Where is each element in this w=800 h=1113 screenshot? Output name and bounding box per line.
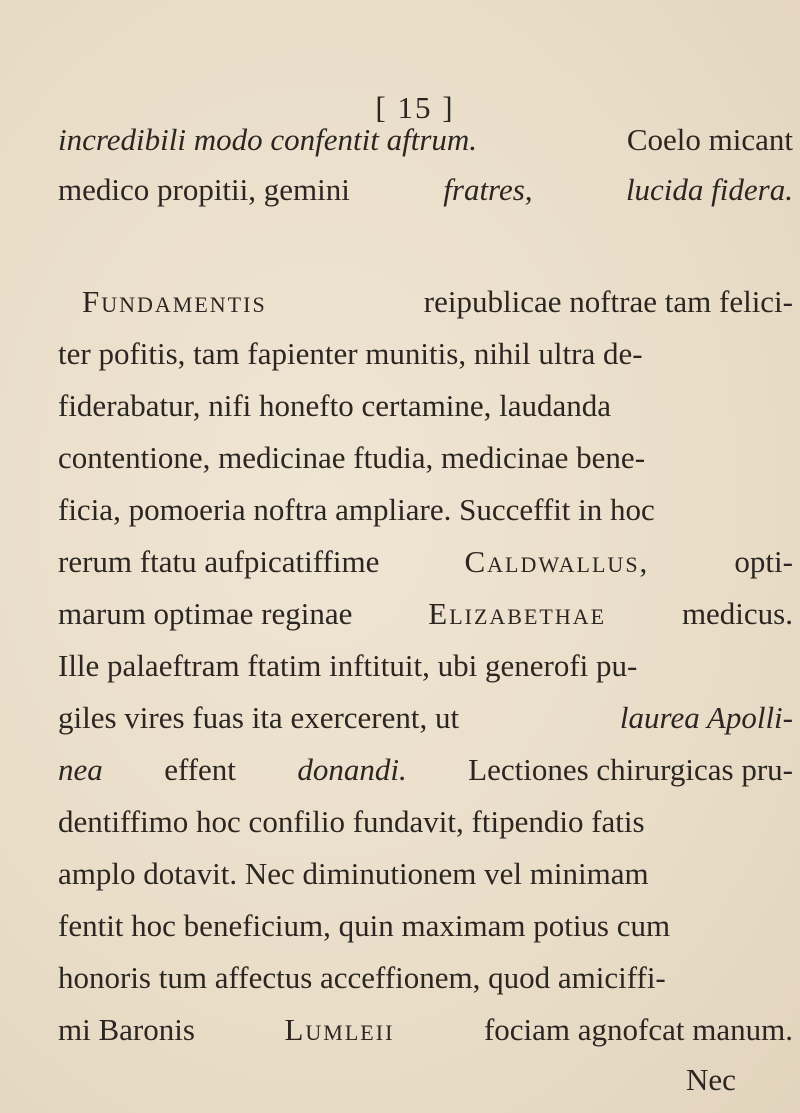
- text-segment: Lumleii: [284, 1012, 395, 1047]
- text-segment: ter pofitis, tam fapienter munitis, nihil ultra de-: [58, 336, 643, 371]
- text-segment: fentit hoc beneficium, quin maximam potius cum: [58, 908, 671, 943]
- text-line: [58, 542, 793, 582]
- text-segment: mi Baronis: [58, 1012, 195, 1047]
- text-segment: reipublicae noftrae tam felici-: [423, 284, 793, 319]
- text-segment: Caldwallus,: [464, 544, 650, 579]
- text-segment: contentione, medicinae ftudia, medicinae bene-: [58, 440, 646, 475]
- text-segment: incredibili modo confentit aftrum.: [58, 122, 478, 157]
- page-number: [ 15 ]: [375, 90, 455, 125]
- text-segment: ficia, pomoeria noftra ampliare. Succeffit in hoc: [58, 492, 655, 527]
- text-line: [58, 698, 793, 738]
- text-line: [58, 802, 793, 842]
- catchword: Nec: [686, 1062, 736, 1097]
- text-line: [82, 282, 793, 322]
- text-segment: fiderabatur, nifi honefto certamine, laudanda: [58, 388, 612, 423]
- text-segment: lucida fidera.: [625, 172, 793, 207]
- text-segment: opti-: [734, 544, 793, 579]
- text-line: [58, 854, 793, 894]
- text-segment: medico propitii, gemini: [58, 172, 350, 207]
- text-segment: Coelo micant: [626, 122, 793, 157]
- text-segment: fociam agnofcat manum.: [483, 1012, 793, 1047]
- text-line: [58, 646, 793, 686]
- text-line: [58, 750, 793, 790]
- text-segment: giles vires fuas ita exercerent, ut: [58, 700, 460, 735]
- text-line: [58, 490, 793, 530]
- text-segment: honoris tum affectus acceffionem, quod amiciffi-: [58, 960, 666, 995]
- text-line: [58, 386, 793, 426]
- text-segment: medicus.: [681, 596, 793, 631]
- text-segment: Elizabethae: [428, 596, 607, 631]
- text-segment: marum optimae reginae: [58, 596, 353, 631]
- text-segment: nea: [58, 752, 103, 787]
- text-segment: amplo dotavit. Nec diminutionem vel minimam: [58, 856, 649, 891]
- text-segment: dentiffimo hoc confilio fundavit, ftipendio fatis: [58, 804, 645, 839]
- text-segment: effent: [164, 752, 236, 787]
- text-segment: laurea Apolli-: [619, 700, 793, 735]
- text-line: [58, 120, 793, 160]
- text-segment: Fundamentis: [82, 284, 267, 319]
- text-line: [58, 1010, 793, 1050]
- text-segment: rerum ftatu aufpicatiffime: [58, 544, 380, 579]
- text-segment: fratres,: [443, 172, 533, 207]
- text-line: [58, 958, 793, 998]
- text-segment: Lectiones chirurgicas pru-: [468, 752, 793, 787]
- text-line: [58, 438, 793, 478]
- text-line: [58, 906, 793, 946]
- text-line: [58, 594, 793, 634]
- text-line: [58, 170, 793, 210]
- text-line: [58, 334, 793, 374]
- text-segment: Ille palaeftram ftatim inftituit, ubi generofi pu-: [58, 648, 638, 683]
- text-segment: donandi.: [297, 752, 407, 787]
